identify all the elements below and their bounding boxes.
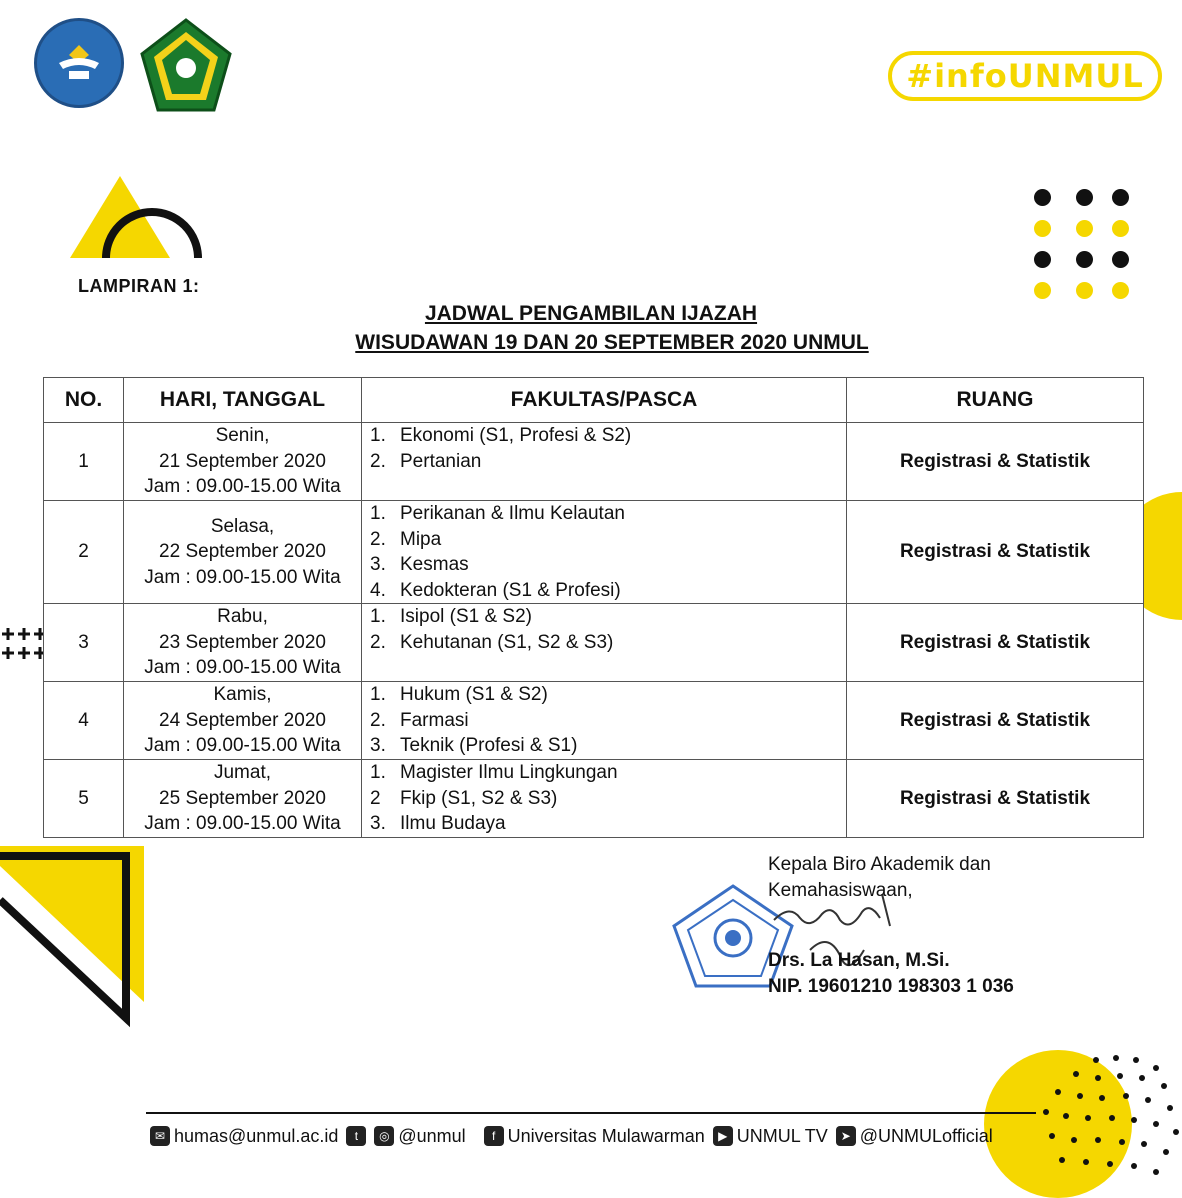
fakultas-item-number: 1. — [370, 684, 386, 705]
fakultas-item — [370, 578, 846, 604]
fakultas-item — [370, 449, 846, 475]
row-ruang: Registrasi & Statistik — [847, 682, 1144, 760]
row-ruang: Registrasi & Statistik — [847, 501, 1144, 604]
row-date: 21 September 2020 — [159, 450, 326, 472]
row-day: Selasa, — [210, 515, 275, 537]
signatory-name: Drs. La Hasan, M.Si. — [768, 950, 950, 971]
document-subtitle: WISUDAWAN 19 DAN 20 SEPTEMBER 2020 UNMUL — [355, 331, 869, 354]
table-row — [44, 760, 1144, 838]
row-fakultas-cell — [362, 501, 847, 604]
fakultas-item-number: 3. — [370, 554, 386, 575]
fakultas-item-number: 1. — [370, 425, 386, 446]
dot-grid-decoration — [1034, 189, 1134, 301]
dot-cluster-decoration — [1036, 1054, 1182, 1182]
instagram-icon[interactable]: ◎ — [374, 1126, 394, 1146]
fakultas-item-name: Pertanian — [400, 450, 482, 472]
fakultas-item-number: 4. — [370, 579, 386, 601]
row-date-cell — [124, 423, 362, 501]
fakultas-item — [370, 552, 846, 578]
fakultas-item — [370, 527, 846, 553]
document-title: JADWAL PENGAMBILAN IJAZAH — [424, 302, 758, 325]
row-date-cell — [124, 682, 362, 760]
signature-title-line2: Kemahasiswaan, — [768, 880, 913, 901]
row-number: 3 — [44, 604, 124, 682]
row-date-cell — [124, 604, 362, 682]
row-time: Jam : 09.00-15.00 Wita — [144, 566, 341, 588]
fakultas-item-name: Magister Ilmu Lingkungan — [400, 762, 618, 783]
row-day: Jumat, — [213, 762, 272, 784]
table-row — [44, 604, 1144, 682]
footer-contacts — [146, 1123, 993, 1149]
row-time: Jam : 09.00-15.00 Wita — [144, 813, 341, 835]
fakultas-item-number: 2. — [370, 450, 386, 472]
row-ruang: Registrasi & Statistik — [847, 604, 1144, 682]
fakultas-item — [370, 811, 846, 837]
lampiran-label: LAMPIRAN 1: — [78, 276, 200, 296]
fakultas-item-number: 2. — [370, 709, 386, 731]
row-number: 2 — [44, 501, 124, 604]
row-number: 4 — [44, 682, 124, 760]
row-time: Jam : 09.00-15.00 Wita — [144, 657, 341, 679]
row-day: Senin, — [215, 425, 270, 447]
row-fakultas-cell — [362, 682, 847, 760]
fakultas-item-name: Ekonomi (S1, Profesi & S2) — [400, 425, 632, 446]
fakultas-item-number: 3. — [370, 813, 386, 834]
row-time: Jam : 09.00-15.00 Wita — [144, 735, 341, 757]
telegram-icon[interactable]: ➤ — [836, 1126, 856, 1146]
row-fakultas-cell — [362, 604, 847, 682]
kemdikbud-logo — [34, 18, 124, 108]
fakultas-item-number: 1. — [370, 762, 386, 783]
fakultas-item — [370, 501, 846, 527]
fakultas-item-name: Perikanan & Ilmu Kelautan — [400, 503, 625, 524]
fakultas-item — [370, 760, 846, 786]
fakultas-item — [370, 630, 846, 656]
row-number: 1 — [44, 423, 124, 501]
header-hari-tanggal: HARI, TANGGAL — [124, 378, 362, 423]
footer-divider — [146, 1112, 1036, 1114]
table-row — [44, 501, 1144, 604]
fakultas-item-name: Kesmas — [400, 554, 469, 575]
row-fakultas-cell — [362, 423, 847, 501]
row-fakultas-cell — [362, 760, 847, 838]
fakultas-item-number: 2 — [370, 787, 381, 809]
fakultas-item-number: 1. — [370, 606, 386, 627]
row-date: 22 September 2020 — [159, 541, 326, 563]
fakultas-item — [370, 786, 846, 812]
row-date-cell — [124, 760, 362, 838]
unmul-logo — [138, 18, 234, 114]
fakultas-item-name: Teknik (Profesi & S1) — [400, 735, 578, 756]
table-header-row — [44, 378, 1144, 423]
row-day: Kamis, — [213, 684, 272, 706]
footer-telegram[interactable]: @UNMULofficial — [859, 1125, 993, 1146]
row-date: 24 September 2020 — [159, 709, 326, 731]
corner-triangle-decoration — [0, 846, 146, 1030]
fakultas-item-number: 2. — [370, 528, 386, 550]
youtube-icon[interactable]: ▶ — [713, 1126, 733, 1146]
header-ruang: RUANG — [847, 378, 1144, 423]
header-no: NO. — [44, 378, 124, 423]
kemdikbud-emblem-icon — [55, 41, 103, 85]
fakultas-item — [370, 708, 846, 734]
email-icon: ✉ — [150, 1126, 170, 1146]
fakultas-item-name: Farmasi — [400, 709, 469, 731]
twitter-icon[interactable]: t — [346, 1126, 366, 1146]
table-row — [44, 682, 1144, 760]
footer-email[interactable]: humas@unmul.ac.id — [174, 1125, 339, 1146]
fakultas-item-name: Fkip (S1, S2 & S3) — [400, 787, 558, 809]
fakultas-item-name: Kehutanan (S1, S2 & S3) — [400, 631, 614, 653]
facebook-icon[interactable]: f — [484, 1126, 504, 1146]
fakultas-item-name: Ilmu Budaya — [400, 813, 506, 834]
row-date: 23 September 2020 — [159, 631, 326, 653]
table-row — [44, 423, 1144, 501]
triangle-arc-decoration — [70, 176, 206, 260]
fakultas-item-number: 1. — [370, 503, 386, 524]
signature-block — [768, 852, 1014, 1000]
fakultas-item-number: 2. — [370, 631, 386, 653]
signature-title-line1: Kepala Biro Akademik dan — [768, 854, 991, 875]
footer-social-handle[interactable]: @unmul — [398, 1125, 466, 1146]
fakultas-item — [370, 423, 846, 449]
fakultas-item-name: Kedokteran (S1 & Profesi) — [400, 579, 621, 601]
fakultas-item-name: Isipol (S1 & S2) — [400, 606, 532, 627]
row-number: 5 — [44, 760, 124, 838]
fakultas-item-name: Mipa — [400, 528, 442, 550]
row-date: 25 September 2020 — [159, 787, 326, 809]
row-ruang: Registrasi & Statistik — [847, 423, 1144, 501]
footer-youtube[interactable]: UNMUL TV — [736, 1125, 828, 1146]
row-date-cell — [124, 501, 362, 604]
row-day: Rabu, — [217, 606, 268, 628]
row-ruang: Registrasi & Statistik — [847, 760, 1144, 838]
schedule-table — [43, 377, 1144, 838]
fakultas-item — [370, 733, 846, 759]
header-fakultas: FAKULTAS/PASCA — [362, 378, 847, 423]
signatory-nip: NIP. 19601210 198303 1 036 — [768, 976, 1014, 997]
info-unmul-badge: #infoUNMUL — [888, 51, 1162, 101]
footer-facebook[interactable]: Universitas Mulawarman — [507, 1125, 705, 1146]
fakultas-item — [370, 682, 846, 708]
fakultas-item-number: 3. — [370, 735, 386, 756]
fakultas-item-name: Hukum (S1 & S2) — [400, 684, 548, 705]
fakultas-item — [370, 604, 846, 630]
row-time: Jam : 09.00-15.00 Wita — [144, 476, 341, 498]
